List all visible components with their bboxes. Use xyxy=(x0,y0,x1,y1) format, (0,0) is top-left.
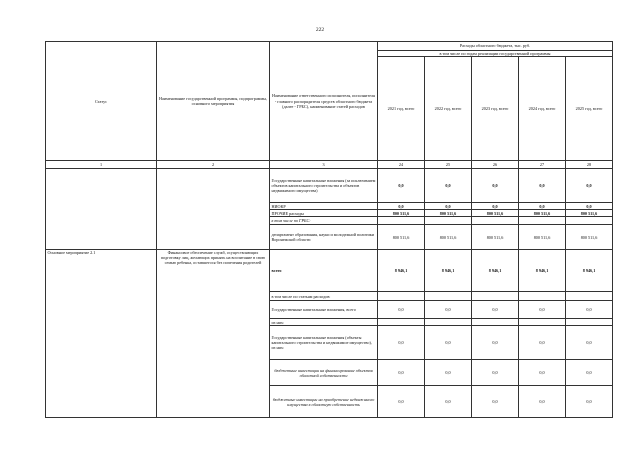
col-num: 2 xyxy=(157,161,270,169)
value-cell: 800 511,6 xyxy=(425,210,472,217)
value-cell: 0,0 xyxy=(519,203,566,210)
value-cell: 0,0 xyxy=(425,301,472,319)
value-cell: 0,0 xyxy=(378,203,425,210)
col-num: 27 xyxy=(519,161,566,169)
value-cell: 0,0 xyxy=(519,386,566,418)
value-cell: 0,0 xyxy=(566,386,613,418)
header-name: Наименование государственной программы, подпрограммы, основного мероприятия xyxy=(157,42,270,161)
table-row xyxy=(46,250,613,292)
header-years-group: в том числе по годам реализации государственной программы xyxy=(378,51,613,57)
value-cell: 0,0 xyxy=(378,360,425,386)
status-cell xyxy=(46,169,157,250)
col-num: 26 xyxy=(472,161,519,169)
header-year-2024: 2024 год, всего xyxy=(519,57,566,161)
value-cell: 0,0 xyxy=(566,203,613,210)
row-label: всего xyxy=(270,250,378,292)
column-number-row xyxy=(46,161,613,169)
value-cell: 8 946,1 xyxy=(472,250,519,292)
name-cell xyxy=(157,169,270,250)
value-cell: 800 511,6 xyxy=(472,210,519,217)
value-cell: 0,0 xyxy=(425,386,472,418)
value-cell: 0,0 xyxy=(378,169,425,203)
header-year-2021: 2021 год, всего xyxy=(378,57,425,161)
header-year-2025: 2025 год, всего xyxy=(566,57,613,161)
value-cell: 800 511,6 xyxy=(378,210,425,217)
row-label: департамент образования, науки и молодежной политики Воронежской области xyxy=(270,225,378,250)
value-cell: 0,0 xyxy=(519,326,566,360)
row-label: Государственные капитальные вложения, всего xyxy=(270,301,378,319)
value-cell: 0,0 xyxy=(425,169,472,203)
header-year-2022: 2022 год, всего xyxy=(425,57,472,161)
value-cell: 0,0 xyxy=(378,326,425,360)
value-cell: 0,0 xyxy=(472,169,519,203)
table-row xyxy=(46,169,613,203)
value-cell: 800 511,6 xyxy=(425,225,472,250)
header-budget-group: Расходы областного бюджета, тыс. руб. xyxy=(378,42,613,51)
value-cell: 0,0 xyxy=(566,301,613,319)
header-year-2023: 2023 год, всего xyxy=(472,57,519,161)
value-cell: 800 511,6 xyxy=(378,225,425,250)
col-num: 3 xyxy=(270,161,378,169)
value-cell: 800 511,6 xyxy=(519,210,566,217)
value-cell: 800 511,6 xyxy=(566,210,613,217)
value-cell: 0,0 xyxy=(378,386,425,418)
value-cell: 0,0 xyxy=(472,203,519,210)
value-cell: 0,0 xyxy=(472,386,519,418)
value-cell: 0,0 xyxy=(378,301,425,319)
value-cell: 8 946,1 xyxy=(425,250,472,292)
value-cell: 0,0 xyxy=(472,360,519,386)
budget-table xyxy=(45,41,613,418)
value-cell: 0,0 xyxy=(566,326,613,360)
row-label: бюджетные инвестиции на приобретение недвижимого имущества в областную собственность xyxy=(270,386,378,418)
row-label: НИОКР xyxy=(270,203,378,210)
row-label: бюджетные инвестиции на финансирование объектов областной собственности xyxy=(270,360,378,386)
value-cell: 0,0 xyxy=(566,169,613,203)
value-cell: 8 946,1 xyxy=(378,250,425,292)
row-label: в том числе по статьям расходов: xyxy=(270,292,378,301)
event-status: Основное мероприятие 2.1 xyxy=(46,250,157,418)
row-label: из них: xyxy=(270,319,378,326)
value-cell: 0,0 xyxy=(425,360,472,386)
value-cell: 800 511,6 xyxy=(519,225,566,250)
value-cell: 0,0 xyxy=(566,360,613,386)
value-cell: 0,0 xyxy=(519,301,566,319)
event-name: Финансовое обеспечение служб, осуществляющих подготовку лиц, желающих принять на воспитание в свою семью ребенка, оставшегося без попечения родителей xyxy=(157,250,270,418)
value-cell: 800 511,6 xyxy=(472,225,519,250)
row-label: в том числе по ГРБС: xyxy=(270,217,378,225)
page-number: 222 xyxy=(315,27,325,33)
row-label: Государственные капитальные вложения (за исключением объектов капитального строительства и объектов недвижимого имущества) xyxy=(270,169,378,203)
value-cell: 0,0 xyxy=(425,326,472,360)
row-label: ПРОЧИЕ расходы xyxy=(270,210,378,217)
row-label: Государственные капитальные вложения (объекты капитального строительства и недвижимое имущество), из них: xyxy=(270,326,378,360)
value-cell: 800 511,6 xyxy=(566,225,613,250)
value-cell: 8 946,1 xyxy=(519,250,566,292)
header-responsible: Наименование ответственного исполнителя, исполнителя - главного распорядителя средств областного бюджета (далее - ГРБС), наименование статей расходов xyxy=(270,42,378,161)
col-num: 28 xyxy=(566,161,613,169)
value-cell: 0,0 xyxy=(425,203,472,210)
col-num: 24 xyxy=(378,161,425,169)
value-cell: 0,0 xyxy=(472,301,519,319)
header-status: Статус xyxy=(46,42,157,161)
value-cell: 0,0 xyxy=(472,326,519,360)
col-num: 25 xyxy=(425,161,472,169)
value-cell: 0,0 xyxy=(519,169,566,203)
value-cell: 0,0 xyxy=(519,360,566,386)
col-num: 1 xyxy=(46,161,157,169)
value-cell: 8 946,1 xyxy=(566,250,613,292)
